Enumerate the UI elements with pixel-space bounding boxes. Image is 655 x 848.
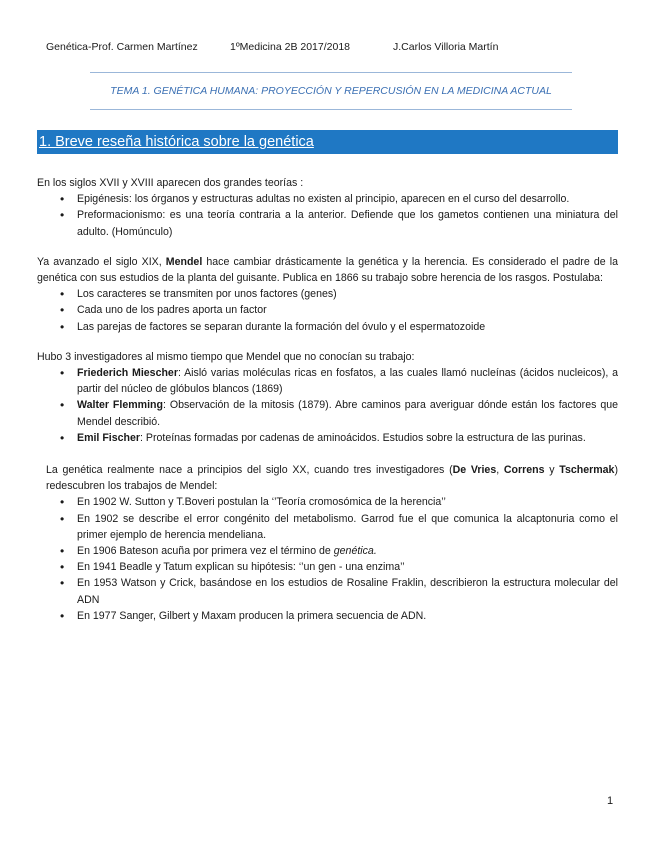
list-item: • Cada uno de los padres aporta un factor [77, 302, 618, 318]
document-body [37, 175, 618, 624]
list-item: • En 1941 Beadle y Tatum explican su hipótesis: ‘’un gen - una enzima’’ [77, 559, 618, 575]
paragraph-mendel: Ya avanzado el siglo XIX, Mendel hace cambiar drásticamente la genética y la herencia. Es considerado el padre de la genética con sus estudios de la planta del guisante. Publica en 1866 su trabajo sobre herencia de los rasgos. Postulaba: [37, 255, 618, 285]
milestones-list [37, 494, 618, 624]
paragraph-theories-intro: En los siglos XVII y XVIII aparecen dos grandes teorías : [37, 177, 304, 189]
paragraph-researchers-intro: Hubo 3 investigadores al mismo tiempo que Mendel que no conocían su trabajo: [37, 350, 415, 363]
header-course: 1ºMedicina 2B 2017/2018 [230, 41, 351, 53]
page-number: 1 [607, 795, 614, 807]
list-item: • En 1902 W. Sutton y T.Boveri postulan la ‘’Teoría cromosómica de la herencia’’ [77, 494, 618, 510]
list-item: • Las parejas de factores se separan durante la formación del óvulo y el espermatozoide [77, 319, 618, 335]
list-item: • Los caracteres se transmiten por unos factores (genes) [77, 286, 618, 302]
section-title: 1. Breve reseña histórica sobre la genética [39, 134, 314, 150]
top-divider [90, 72, 572, 73]
page-header [46, 41, 635, 53]
topic-title: TEMA 1. GENÉTICA HUMANA: PROYECCIÓN Y REPERCUSIÓN EN LA MEDICINA ACTUAL [110, 85, 552, 97]
bottom-divider [90, 109, 572, 110]
list-item: • En 1902 se describe el error congénito del metabolismo. Garrod fue el que comunica la alcaptonuria como el primer ejemplo de herencia mendeliana. [77, 511, 618, 543]
mendel-postulates-list [37, 286, 618, 335]
mendel-name: Mendel [165, 255, 203, 268]
list-item: • En 1953 Watson y Crick, basándose en los estudios de Rosaline Fraklin, describieron la estructura molecular del ADN [77, 575, 618, 607]
list-item: • En 1977 Sanger, Gilbert y Maxam producen la primera secuencia de ADN. [77, 608, 618, 624]
theories-list [37, 191, 618, 240]
list-item: • En 1906 Bateson acuña por primera vez el término de genética. [77, 543, 618, 559]
list-item: • Emil Fischer: Proteínas formadas por cadenas de aminoácidos. Estudios sobre la estructura de las purinas. [77, 430, 618, 446]
header-student: J.Carlos Villoria Martín [393, 41, 499, 53]
section-heading [37, 130, 618, 154]
list-item: • Preformacionismo: es una teoría contraria a la anterior. Defiende que los gametos contienen una miniatura del adulto. (Homúnculo) [77, 207, 618, 239]
paragraph-rediscovery: La genética realmente nace a principios del siglo XX, cuando tres investigadores (De Vries, Correns y Tschermak) redescubren los trabajos de Mendel: [46, 464, 618, 493]
researchers-list [37, 365, 618, 446]
list-item: • Friederich Miescher: Aisló varias moléculas ricas en fosfatos, a las cuales llamó nucleínas (ácidos nucleicos), a partir del núcleo de glóbulos blancos (1869) [77, 365, 618, 397]
list-item: • Epigénesis: los órganos y estructuras adultas no existen al principio, aparecen en el curso del desarrollo. [77, 191, 618, 207]
list-item: • Walter Flemming: Observación de la mitosis (1879). Abre caminos para averiguar dónde están los factores que Mendel describió. [77, 397, 618, 429]
header-author: Genética-Prof. Carmen Martínez [46, 41, 198, 53]
